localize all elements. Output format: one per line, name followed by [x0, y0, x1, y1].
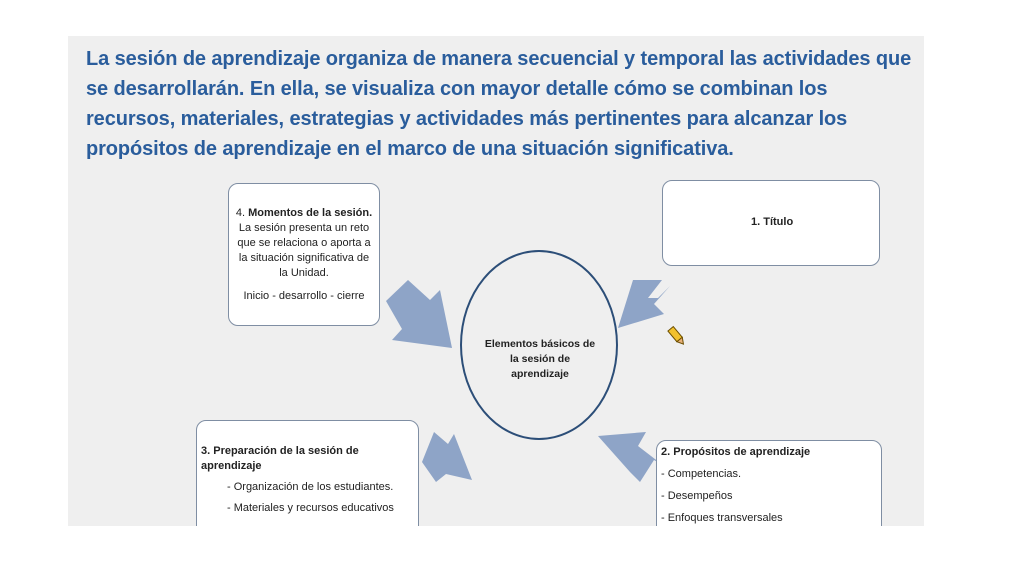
titulo-label: 1. Título — [751, 216, 794, 228]
slide — [68, 36, 924, 526]
preparacion-item: - Materiales y recursos educativos — [227, 502, 394, 514]
arrow-propositos — [598, 432, 664, 482]
box-preparacion-sesion — [196, 420, 419, 526]
intro-paragraph: La sesión de aprendizaje organiza de manera secuencial y temporal las actividades que se desarrollarán. En ella, se visualiza con mayor detalle cómo se combinan los recursos, materiales, estrategias y actividades más pertinentes para alcanzar los propósitos de aprendizaje en el marco de una situación significativa. — [86, 48, 912, 160]
momentos-prefix: 4. — [235, 207, 249, 219]
center-label-line: Elementos básicos de — [484, 338, 596, 350]
preparacion-item: - Organización de los estudiantes. — [227, 481, 394, 493]
arrow-titulo — [618, 280, 670, 328]
center-label — [480, 337, 600, 382]
propositos-item: - Competencias. — [661, 468, 742, 480]
propositos-item: - Enfoques transversales — [661, 512, 783, 524]
box-momentos-sesion — [228, 183, 380, 326]
center-label-line: la sesión de — [509, 353, 571, 365]
arrow-momentos — [386, 280, 452, 348]
box-titulo — [662, 180, 880, 266]
propositos-title: 2. Propósitos de aprendizaje — [661, 446, 811, 458]
box-propositos-aprendizaje — [656, 440, 882, 526]
momentos-title: Momentos de la sesión. — [248, 207, 373, 219]
preparacion-title: 3. Preparación de la sesión de aprendizaje — [201, 445, 359, 472]
propositos-item: - Desempeños — [661, 490, 733, 502]
arrow-preparacion — [422, 432, 472, 482]
preparacion-list — [201, 480, 414, 516]
propositos-list — [661, 467, 877, 526]
pencil-icon — [668, 327, 686, 347]
momentos-description: La sesión presenta un reto que se relaciona o aporta a la situación significativa de la Unidad. — [237, 222, 371, 279]
center-label-line: aprendizaje — [511, 368, 569, 380]
momentos-phases: Inicio - desarrollo - cierre — [243, 290, 365, 302]
